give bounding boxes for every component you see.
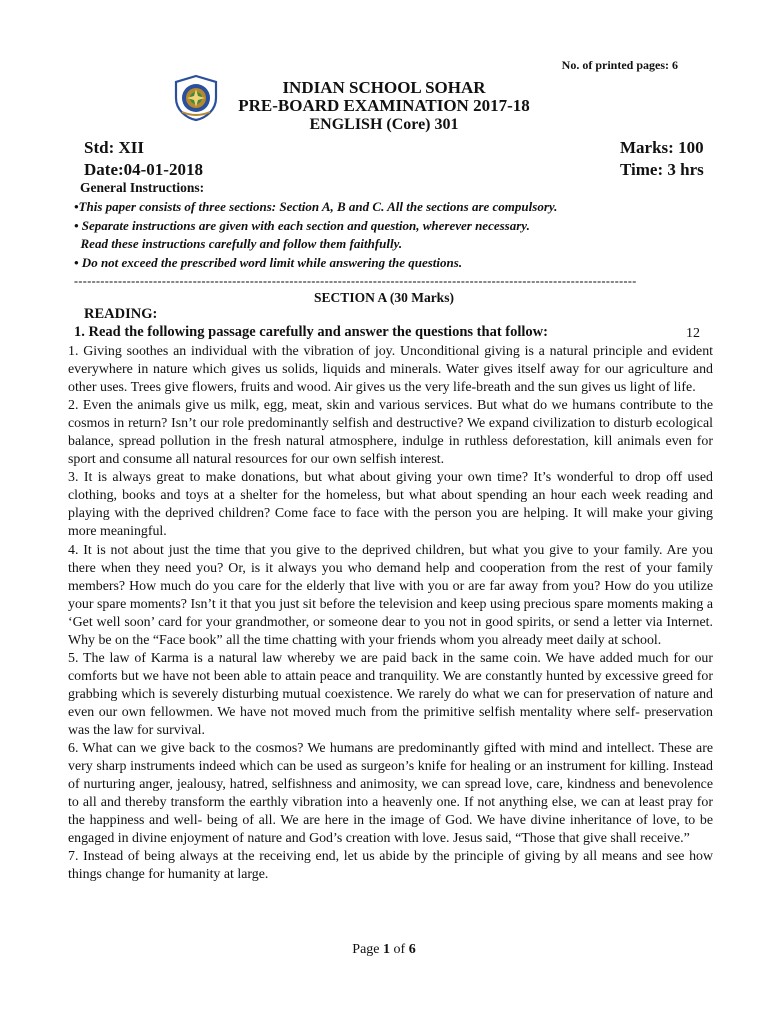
passage-paragraph: 4. It is not about just the time that you give to the deprived children, but what you give to your family. Are you there when they need you? Or, is it always you who demand help and cooperation from the rest of your family members? How much do you care for the elderly that live with you or are far away from you? How do you utilize your spare moments? Isn’t it that you just sit before the television and keep using precious spare moments making a ‘Get well soon’ card for your grandmother, or someone dear to you not in good spirits, or send a letter via Internet. Why be on the “Face book” all the time chatting with your friends whom you already meet daily at school.: [68, 542, 713, 648]
time-label: Time: 3 hrs: [620, 160, 704, 179]
page-footer: [0, 942, 768, 958]
instruction-item: •This paper consists of three sections: Section A, B and C. All the sections are compulsory.: [74, 199, 558, 214]
passage-paragraph: 5. The law of Karma is a natural law whereby we are paid back in the same coin. We have added much for our comforts but we have not been able to attain peace and tranquility. We are constantly hunted by excessive greed for grabbing which is severely disturbing mutual coexistence. We rarely do what we can for preservation of nature and even our own fellowmen. We have not moved much from the primitive selfish mentality where self- preservation was the law for survival.: [68, 650, 713, 738]
instructions-title: General Instructions:: [80, 180, 205, 195]
passage-paragraph: 6. What can we give back to the cosmos? We humans are predominantly gifted with mind and intellect. These are very sharp instruments indeed which can be used as surgeon’s knife for healing or an instrument for killing. Instead of nurturing anger, jealousy, hatred, selfishness and animosity, we can spread love, care, kindness and benevolence to all and thereby transform the earthly vibration into a heavenly one. If not anything else, we can at least pray for the happiness and well- being of all. We are here in the image of God. We have divine inheritance of love, to be engaged in divine enjoyment of nature and God’s creation with love. Jesus said, “Those that give shall receive.”: [68, 741, 713, 847]
page-word: Page: [352, 942, 384, 957]
exam-title: PRE-BOARD EXAMINATION 2017-18: [238, 96, 530, 115]
passage-paragraph: 2. Even the animals give us milk, egg, meat, skin and various services. But what do we humans contribute to the cosmos in return? Isn’t our role predominantly selfish and destructive? We expand civilization to disturb ecological balance, spread pollution in the fresh natural atmosphere, indulge in ruthless deforestation, kill animals even for sport and consume all natural resources for our own selfish interest.: [68, 398, 713, 468]
passage-paragraph: 1. Giving soothes an individual with the vibration of joy. Unconditional giving is a natural principle and evident everywhere in nature which gives us solids, liquids and minerals. Water gives itself away for our agriculture and other uses. Trees give flowers, fruits and wood. Air gives us the very life-breath and the sun gives us light of life.: [68, 344, 713, 396]
printed-pages-note: No. of printed pages: 6: [561, 58, 678, 72]
std-label: Std: XII: [84, 138, 144, 157]
reading-passage: [68, 343, 713, 884]
instruction-item: • Do not exceed the prescribed word limit while answering the questions.: [74, 255, 463, 270]
page-total: 6: [408, 942, 416, 957]
reading-label: READING:: [84, 306, 158, 322]
instruction-item: Read these instructions carefully and follow them faithfully.: [74, 236, 403, 251]
marks-label: Marks: 100: [620, 138, 704, 157]
date-label: Date:04-01-2018: [84, 160, 203, 179]
section-title: SECTION A (30 Marks): [314, 290, 454, 305]
passage-paragraph: 3. It is always great to make donations, but what about giving your own time? It’s wonderful to drop off used clothing, books and toys at a shelter for the homeless, but what about spending an hour each week reading and playing with the deprived children? Come face to face with the person you are helping. It will make your giving more meaningful.: [68, 470, 713, 540]
subject-title: ENGLISH (Core) 301: [309, 116, 459, 133]
question-1-marks: 12: [686, 326, 700, 341]
page-of: of: [390, 942, 409, 957]
passage-paragraph: 7. Instead of being always at the receiving end, let us abide by the principle of giving by all means and see how things change for humanity at large.: [68, 849, 713, 883]
divider-line: --------------------------------------------------------------------------------------------------------------------------------: [74, 274, 637, 288]
school-name: INDIAN SCHOOL SOHAR: [282, 78, 486, 97]
instruction-item: • Separate instructions are given with each section and question, wherever necessary.: [74, 218, 530, 233]
page-current: 1: [383, 942, 391, 957]
question-1: 1. Read the following passage carefully and answer the questions that follow:: [74, 324, 548, 340]
